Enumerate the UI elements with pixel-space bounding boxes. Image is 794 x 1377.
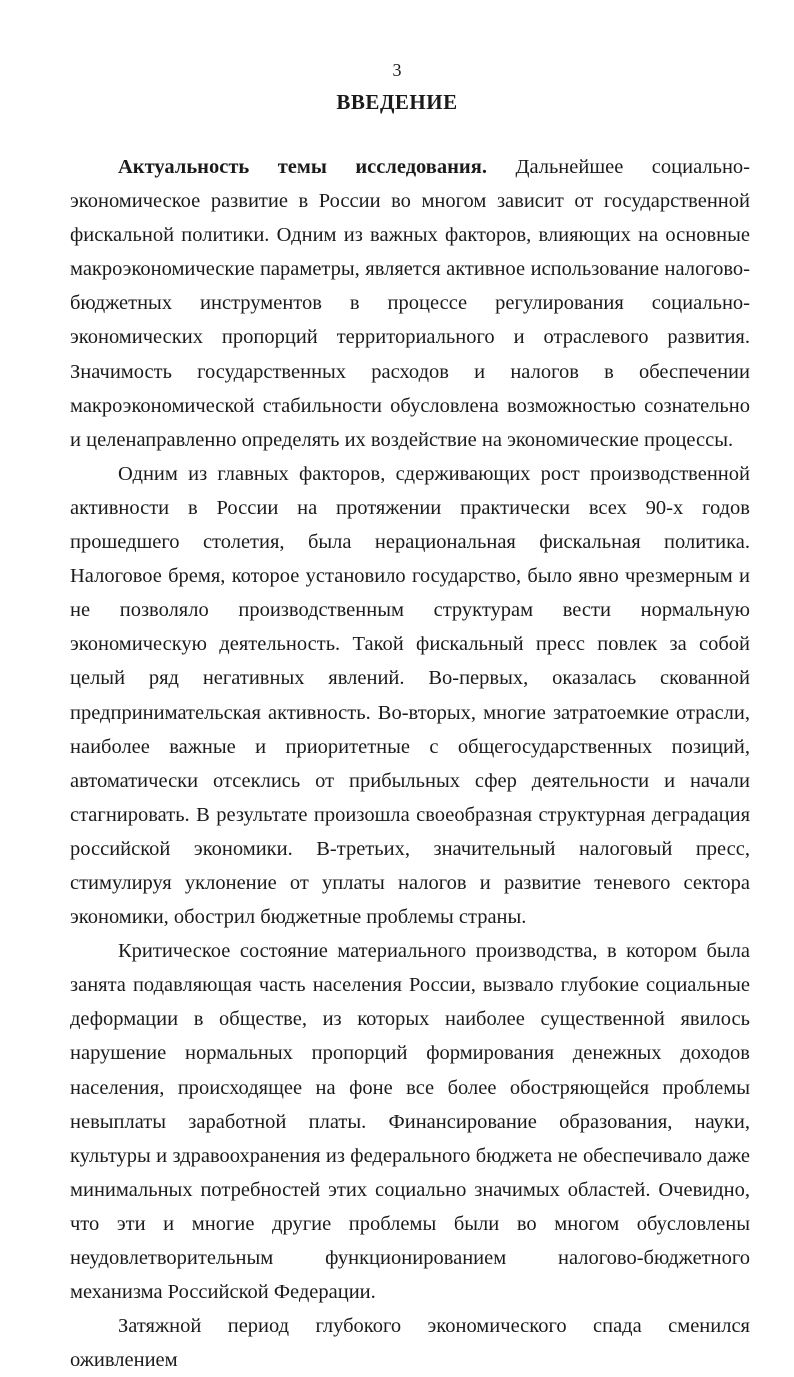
paragraph: Одним из главных факторов, сдерживающих рост производственной активности в России на протяжении практически всех 90-х годов прошедшего столетия, была нерациональная фискальная политика. Налоговое бремя, которое установило государство, было явно чрезмерным и не позволяло производственным структурам вести нормальную экономическую деятельность. Такой фискальный пресс повлек за собой целый ряд негативных явлений. Во-первых, оказалась скованной предпринимательская активность. Во-вторых, многие затратоемкие отрасли, наиболее важные и приоритетные с общегосударственных позиций, автоматически отсеклись от прибыльных сфер деятельности и начали стагнировать. В результате произошла своеобразная структурная деградация российской экономики. В-третьих, значительный налоговый пресс, стимулируя уклонение от уплаты налогов и развитие теневого сектора экономики, обострил бюджетные проблемы страны. xyxy=(70,462,750,929)
page-number: 3 xyxy=(392,60,402,80)
paragraph-text: Дальнейшее социально-экономическое развитие в России во многом зависит от государственной фискальной политики. Одним из важных факторов, влияющих на основные макроэкономические параметры, является активное использование налогово-бюджетных инструментов в процессе регулирования социально-экономических пропорций территориального и отраслевого развития. Значимость государственных расходов и налогов в обеспечении макроэкономической стабильности обусловлена возможностью сознательно и целенаправленно определять их воздействие на экономические процессы. xyxy=(70,156,751,451)
paragraph: Затяжной период глубокого экономического спада сменился оживлением xyxy=(70,1315,750,1372)
paragraph: Критическое состояние материального производства, в котором была занята подавляющая часть населения России, вызвало глубокие социальные деформации в обществе, из которых наиболее существенной явилось нарушение нормальных пропорций формирования денежных доходов населения, происходящее на фоне все более обостряющейся проблемы невыплаты заработной платы. Финансирование образования, науки, культуры и здравоохранения из федерального бюджета не обеспечивало даже минимальных потребностей этих социально значимых областей. Очевидно, что эти и многие другие проблемы были во многом обусловлены неудовлетворительным функционированием налогово-бюджетного механизма Российской Федерации. xyxy=(70,940,750,1304)
page-title: ВВЕДЕНИЕ xyxy=(336,90,458,114)
paragraph xyxy=(70,150,750,457)
paragraph-lead-in: Актуальность темы исследования. xyxy=(118,156,487,178)
body-text xyxy=(70,150,750,1377)
